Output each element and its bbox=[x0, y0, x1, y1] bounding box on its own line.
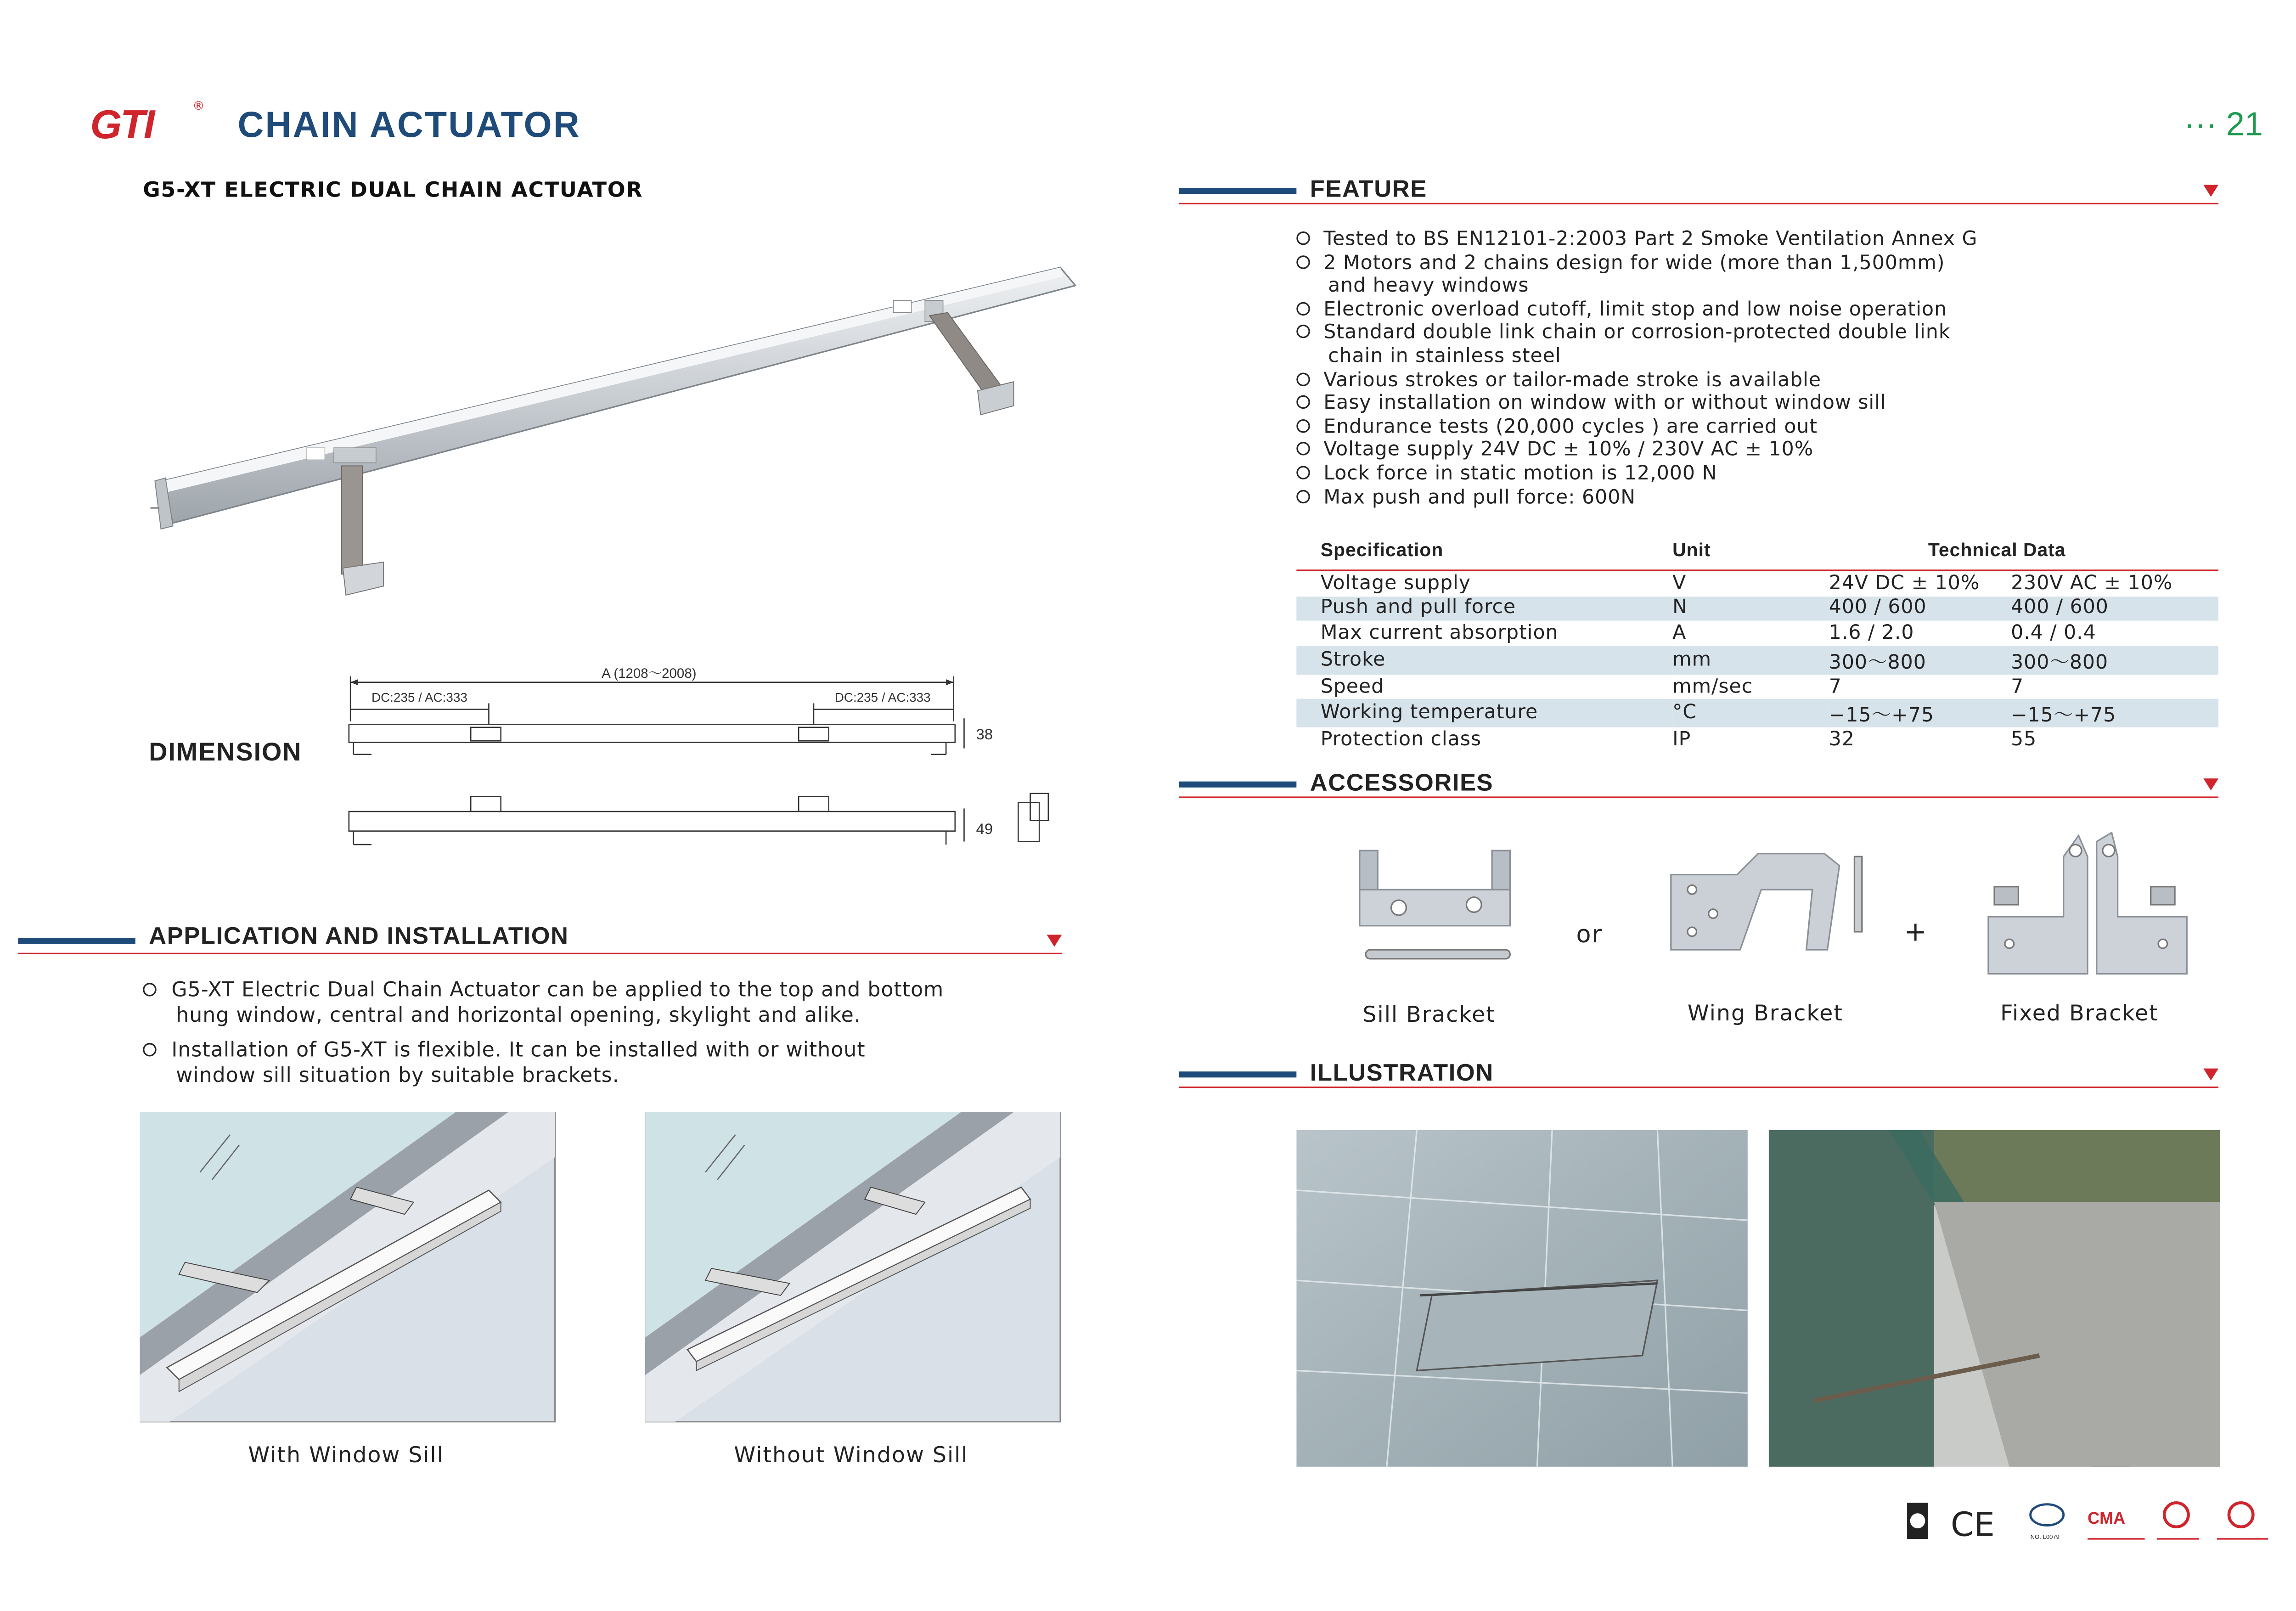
section-bar bbox=[1179, 782, 1296, 788]
triangle-marker-icon bbox=[2203, 1069, 2218, 1081]
bullet-circle-icon bbox=[1296, 325, 1310, 338]
ce-mark: CE bbox=[1951, 1505, 1995, 1544]
section-bar bbox=[1179, 1071, 1296, 1077]
feature-heading: FEATURE bbox=[1310, 177, 1427, 203]
feature-item: Various strokes or tailor-made stroke is available bbox=[1296, 369, 1977, 393]
dimension-drawing bbox=[338, 661, 1060, 856]
bullet-circle-icon bbox=[1296, 395, 1310, 409]
illustration-photo-skylight bbox=[1296, 1130, 1748, 1467]
gti-logo: GTI bbox=[90, 102, 154, 147]
table-row: Speed mm/sec 7 7 bbox=[1320, 676, 2024, 698]
with-window-sill-illustration bbox=[140, 1112, 557, 1423]
caption-with-sill: With Window Sill bbox=[248, 1444, 444, 1469]
caption-without-sill: Without Window Sill bbox=[734, 1444, 968, 1469]
feature-item: 2 Motors and 2 chains design for wide (more than 1,500mm) bbox=[1296, 252, 1977, 275]
th-specification: Specification bbox=[1296, 530, 1672, 570]
dim-left-label: DC:235 / AC:333 bbox=[371, 690, 467, 705]
feature-item: Tested to BS EN12101-2:2003 Part 2 Smoke Ventilation Annex G bbox=[1296, 228, 1977, 252]
sill-bracket-image bbox=[1354, 845, 1519, 972]
application-item: Installation of G5-XT is flexible. It can be installed with or without window sill situation by suitable brackets. bbox=[143, 1038, 1075, 1089]
bullet-circle-icon bbox=[1296, 442, 1310, 456]
fixed-bracket-label: Fixed Bracket bbox=[2000, 1002, 2159, 1027]
actuator-product-image bbox=[151, 255, 1083, 616]
cert-number: NO. L0079 bbox=[2030, 1533, 2060, 1540]
application-text bbox=[143, 978, 1075, 1098]
bullet-circle-icon bbox=[143, 1043, 156, 1056]
product-subtitle: G5-XT ELECTRIC DUAL CHAIN ACTUATOR bbox=[143, 179, 643, 203]
page-title: CHAIN ACTUATOR bbox=[237, 105, 581, 146]
plus-label: + bbox=[1904, 917, 1928, 948]
table-row: Voltage supply V 24V DC ± 10% 230V AC ± 10% bbox=[1320, 572, 2173, 595]
bullet-circle-icon bbox=[1296, 372, 1310, 385]
cma-mark: CMA bbox=[2088, 1509, 2126, 1528]
table-row: Protection class IP 32 55 bbox=[1320, 729, 2037, 752]
feature-item: Standard double link chain or corrosion-protected double link bbox=[1296, 322, 1977, 346]
bullet-circle-icon bbox=[1296, 255, 1310, 268]
illustration-heading: ILLUSTRATION bbox=[1310, 1061, 1494, 1087]
or-label: or bbox=[1576, 919, 1603, 948]
triangle-marker-icon bbox=[2203, 185, 2218, 197]
dim-height-38: 38 bbox=[976, 726, 993, 743]
wing-bracket-label: Wing Bracket bbox=[1687, 1002, 1843, 1027]
registered-mark: ® bbox=[192, 99, 205, 113]
certification-oval-icon bbox=[2031, 1504, 2064, 1526]
feature-item: Easy installation on window with or without window sill bbox=[1296, 393, 1977, 416]
section-rule bbox=[18, 953, 1062, 954]
certification-circle-icon bbox=[2164, 1503, 2188, 1527]
page-number: ··· 21 bbox=[2183, 105, 2263, 143]
table-row: Max current absorption A 1.6 / 2.0 0.4 / 0.4 bbox=[1320, 622, 2096, 645]
section-bar bbox=[1179, 188, 1296, 194]
th-unit: Unit bbox=[1672, 530, 1829, 570]
application-heading: APPLICATION AND INSTALLATION bbox=[149, 924, 569, 950]
without-window-sill-illustration bbox=[645, 1112, 1062, 1423]
feature-list bbox=[1296, 228, 1977, 509]
table-row: Stroke mm 300～800 300～800 bbox=[1296, 646, 2218, 674]
table-row: Working temperature °C −15～+75 −15～+75 bbox=[1296, 699, 2218, 728]
bullet-circle-icon bbox=[1296, 489, 1310, 502]
th-technical-data: Technical Data bbox=[1829, 530, 2218, 570]
bullet-circle-icon bbox=[143, 983, 156, 996]
section-bar bbox=[18, 938, 135, 944]
dim-height-49: 49 bbox=[976, 820, 993, 838]
certification-logos bbox=[1901, 1497, 2277, 1548]
feature-item: Lock force in static motion is 12,000 N bbox=[1296, 463, 1977, 486]
feature-item-continued: chain in stainless steel bbox=[1328, 345, 1561, 368]
bullet-circle-icon bbox=[1296, 419, 1310, 432]
certification-circle-icon bbox=[2229, 1503, 2253, 1527]
accessories-heading: ACCESSORIES bbox=[1310, 771, 1494, 797]
triangle-marker-icon bbox=[1047, 935, 1062, 946]
fixed-bracket-image bbox=[1982, 827, 2193, 977]
dimension-heading: DIMENSION bbox=[149, 738, 302, 766]
bullet-circle-icon bbox=[1296, 466, 1310, 479]
sill-bracket-label: Sill Bracket bbox=[1362, 1003, 1496, 1028]
spec-table bbox=[1296, 530, 2218, 753]
application-item: G5-XT Electric Dual Chain Actuator can be applied to the top and bottom hung window, central and horizontal opening, skylight and alike. bbox=[143, 978, 1075, 1029]
feature-item: Voltage supply 24V DC ± 10% / 230V AC ± 10% bbox=[1296, 439, 1977, 463]
bullet-circle-icon bbox=[1296, 302, 1310, 315]
dim-right-label: DC:235 / AC:333 bbox=[834, 690, 931, 705]
illustration-photo-window bbox=[1769, 1130, 2220, 1467]
feature-item: Max push and pull force: 600N bbox=[1296, 486, 1977, 510]
wing-bracket-image bbox=[1662, 845, 1873, 965]
triangle-marker-icon bbox=[2203, 778, 2218, 790]
dim-a-label: A (1208～2008) bbox=[602, 665, 697, 681]
bullet-circle-icon bbox=[1296, 231, 1310, 245]
table-row: Push and pull force N 400 / 600 400 / 600 bbox=[1296, 596, 2218, 621]
feature-item: Electronic overload cutoff, limit stop and low noise operation bbox=[1296, 299, 1977, 322]
feature-item-continued: and heavy windows bbox=[1328, 275, 1529, 298]
feature-item: Endurance tests (20,000 cycles ) are carried out bbox=[1296, 416, 1977, 439]
